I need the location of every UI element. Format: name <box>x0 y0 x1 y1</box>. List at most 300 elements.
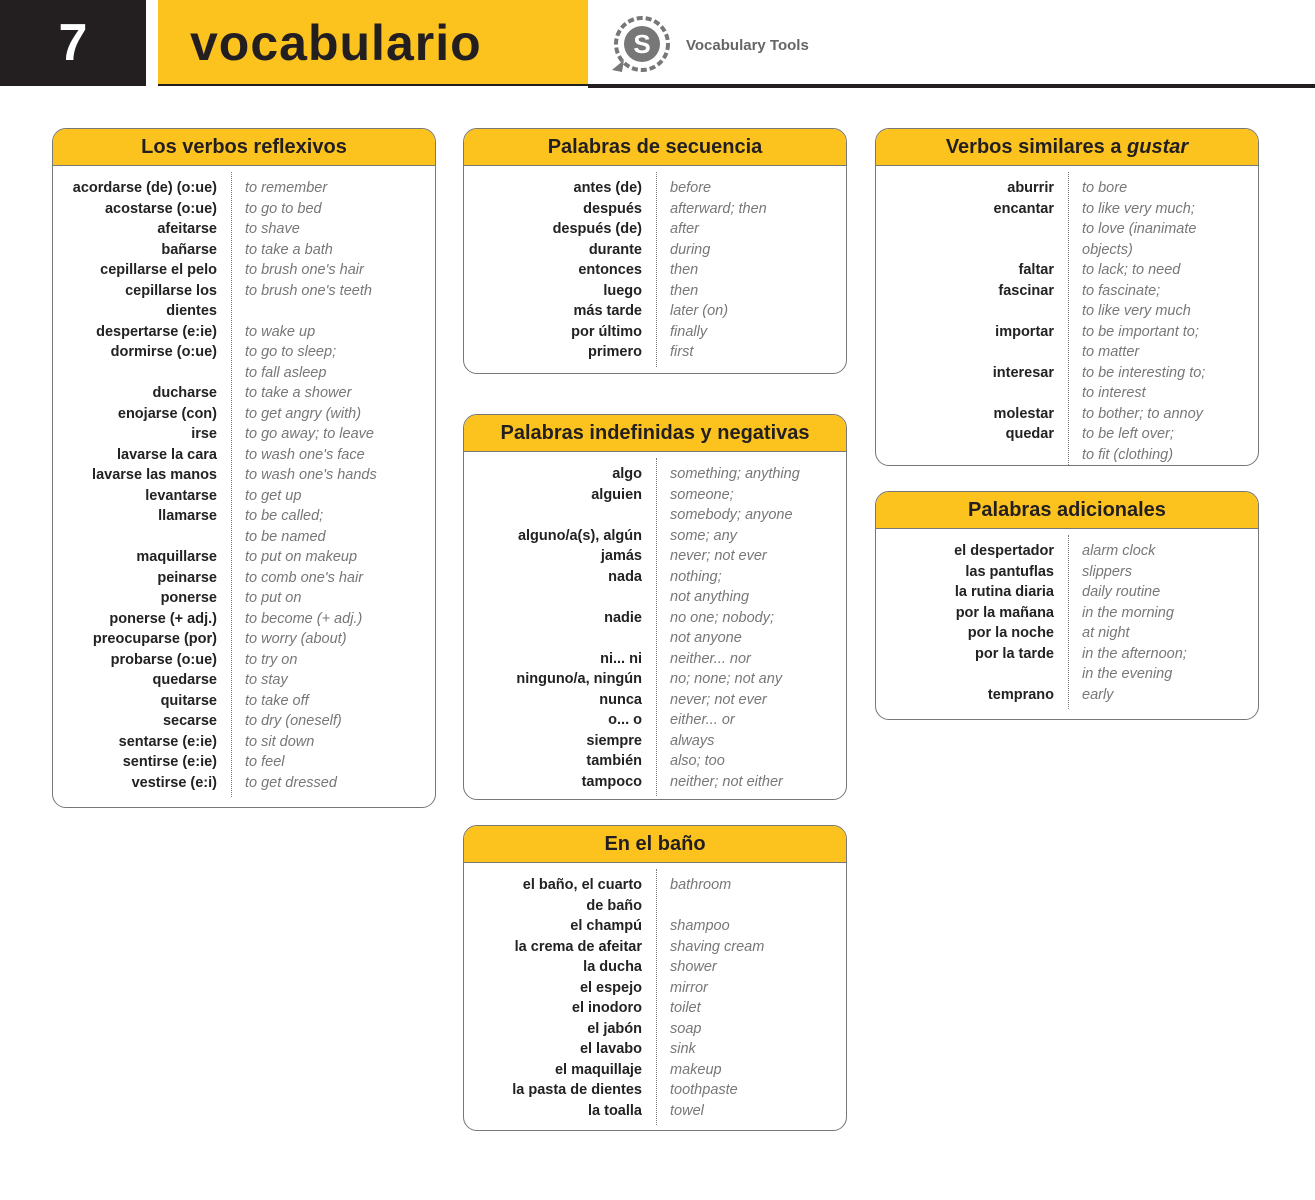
spanish-term <box>53 219 231 240</box>
english-translation-line: slippers <box>1082 563 1132 580</box>
spanish-term-line: después <box>583 200 642 217</box>
english-translation-line: also; too <box>670 753 725 769</box>
english-translation-line: to shave <box>245 221 300 237</box>
english-translation-line: not anything <box>670 589 750 605</box>
english-translation <box>1068 199 1258 261</box>
english-translation-line: at night <box>1082 625 1130 641</box>
english-translation-line: never; not ever <box>670 548 767 564</box>
english-translation-line: to interest <box>1082 385 1146 401</box>
spanish-term-line: temprano <box>987 686 1054 703</box>
english-translation-line: to be interesting to; <box>1082 364 1206 381</box>
english-translation <box>231 629 435 650</box>
box-title <box>876 129 1258 166</box>
english-translation-line: to wake up <box>245 323 316 340</box>
vocab-row <box>53 506 435 547</box>
spanish-term-line: vestirse (e:i) <box>131 774 217 791</box>
spanish-term-line: el lavabo <box>579 1041 642 1057</box>
s-badge-icon[interactable] <box>608 14 674 78</box>
spanish-term <box>464 1039 656 1060</box>
english-translation <box>231 240 435 261</box>
vocab-row <box>464 281 846 302</box>
spanish-term <box>464 1080 656 1101</box>
box-en-el-bano <box>463 825 847 1131</box>
english-translation <box>231 486 435 507</box>
english-translation <box>656 608 846 649</box>
english-translation-line: somebody; anyone <box>670 507 793 523</box>
spanish-term-line: faltar <box>1018 262 1054 278</box>
spanish-term-line: el espejo <box>579 979 642 996</box>
english-translation-line: in the morning <box>1082 604 1174 621</box>
vocab-row <box>53 588 435 609</box>
english-translation-line: after <box>670 221 700 237</box>
english-translation <box>231 568 435 589</box>
vocab-row <box>53 486 435 507</box>
english-translation <box>1068 685 1258 706</box>
english-translation <box>656 731 846 752</box>
spanish-term <box>464 485 656 526</box>
spanish-term <box>876 603 1068 624</box>
vocab-row <box>464 1019 846 1040</box>
vocab-row <box>53 219 435 240</box>
vocab-row <box>464 608 846 649</box>
spanish-term-line: el despertador <box>954 543 1054 559</box>
vocab-row <box>464 1060 846 1081</box>
vocab-row <box>876 424 1258 465</box>
spanish-term-line: acostarse (o:ue) <box>104 200 217 217</box>
english-translation <box>231 199 435 220</box>
spanish-term-line: las pantuflas <box>965 563 1054 580</box>
english-translation <box>1068 363 1258 404</box>
spanish-term-line: la ducha <box>583 959 642 975</box>
english-translation <box>231 506 435 547</box>
spanish-term <box>876 322 1068 363</box>
box-title: Palabras indefinidas y negativas <box>464 415 846 452</box>
english-translation-line: to take a bath <box>245 241 333 258</box>
english-translation <box>231 404 435 425</box>
spanish-term-line: ponerse <box>160 590 217 606</box>
spanish-term-line: tampoco <box>581 773 642 790</box>
vocab-row <box>53 240 435 261</box>
english-translation-line: either... or <box>670 712 735 728</box>
vocab-row <box>464 998 846 1019</box>
english-translation-line: shaving cream <box>670 938 765 955</box>
vocab-row <box>464 937 846 958</box>
vocab-row <box>876 322 1258 363</box>
spanish-term <box>876 260 1068 281</box>
spanish-term <box>53 240 231 261</box>
spanish-term-line: ninguno/a, ningún <box>516 671 642 687</box>
english-translation-line: to stay <box>245 672 288 688</box>
vocab-row <box>464 1039 846 1060</box>
spanish-term <box>53 342 231 383</box>
english-translation-line: objects) <box>1082 241 1133 258</box>
english-translation <box>1068 623 1258 644</box>
column-divider <box>656 172 657 367</box>
vocab-row <box>464 978 846 999</box>
column-divider <box>1068 535 1069 709</box>
english-translation-line: bathroom <box>670 877 732 893</box>
chapter-title: vocabulario <box>190 15 482 71</box>
vocab-row <box>464 731 846 752</box>
vocab-row <box>53 424 435 445</box>
english-translation-line: nothing; <box>670 568 722 585</box>
spanish-term-line: encantar <box>993 200 1054 217</box>
spanish-term <box>53 650 231 671</box>
english-translation <box>231 465 435 486</box>
spanish-term-line: dientes <box>166 303 217 319</box>
english-translation-line: to bother; to annoy <box>1082 405 1203 422</box>
english-translation <box>1068 562 1258 583</box>
spanish-term <box>53 609 231 630</box>
spanish-term-line: secarse <box>162 713 217 729</box>
english-translation <box>656 1019 846 1040</box>
english-translation <box>656 199 846 220</box>
english-translation-line: neither; not either <box>670 773 783 790</box>
spanish-term-line: enojarse (con) <box>117 405 217 422</box>
vocab-row <box>464 199 846 220</box>
english-translation <box>231 424 435 445</box>
spanish-term <box>53 752 231 773</box>
spanish-term <box>53 732 231 753</box>
english-translation <box>231 650 435 671</box>
spanish-term <box>876 424 1068 465</box>
english-translation <box>231 219 435 240</box>
spanish-term-line: antes (de) <box>573 180 642 196</box>
english-translation-line: to be left over; <box>1082 426 1174 442</box>
spanish-term-line: después (de) <box>552 221 642 237</box>
vocab-row <box>464 649 846 670</box>
spanish-term <box>876 363 1068 404</box>
spanish-term <box>53 670 231 691</box>
spanish-term <box>464 464 656 485</box>
spanish-term-line: maquillarse <box>136 549 217 565</box>
vocab-row <box>464 669 846 690</box>
spanish-term-line: luego <box>603 282 642 299</box>
english-translation <box>656 240 846 261</box>
spanish-term-line: o... o <box>608 712 642 728</box>
vocab-row <box>53 568 435 589</box>
english-translation <box>656 649 846 670</box>
spanish-term <box>464 937 656 958</box>
spanish-term <box>53 486 231 507</box>
vocab-row <box>53 711 435 732</box>
spanish-term-line: llamarse <box>158 508 217 524</box>
english-translation-line: to be named <box>245 528 326 545</box>
vocab-row <box>464 690 846 711</box>
vocab-row <box>53 199 435 220</box>
spanish-term-line: el inodoro <box>571 1000 642 1016</box>
english-translation <box>1068 644 1258 685</box>
english-translation <box>231 547 435 568</box>
spanish-term-line: despertarse (e:ie) <box>96 323 217 340</box>
spanish-term <box>53 322 231 343</box>
vocab-row <box>53 773 435 794</box>
english-translation <box>231 383 435 404</box>
english-translation-line: to go away; to leave <box>245 426 374 442</box>
english-translation-line: shampoo <box>670 918 730 934</box>
vocab-row <box>53 178 435 199</box>
vocab-row <box>464 322 846 343</box>
spanish-term-line: quitarse <box>160 692 217 709</box>
english-translation-line: then <box>670 262 699 278</box>
english-translation <box>656 567 846 608</box>
spanish-term <box>53 383 231 404</box>
spanish-term-line: lavarse la cara <box>117 446 217 463</box>
vocab-row <box>876 603 1258 624</box>
vocab-row <box>53 691 435 712</box>
spanish-term <box>876 541 1068 562</box>
english-translation-line: daily routine <box>1082 584 1161 600</box>
spanish-term-line: molestar <box>993 405 1054 422</box>
tools-label[interactable]: Vocabulary Tools <box>686 37 809 54</box>
vocab-row <box>876 623 1258 644</box>
english-translation-line: to get angry (with) <box>245 405 362 422</box>
english-translation-line: to brush one's teeth <box>245 282 372 299</box>
english-translation-line: to be important to; <box>1082 323 1199 340</box>
vocab-row <box>876 562 1258 583</box>
spanish-term-line: de baño <box>586 897 642 914</box>
spanish-term-line: ducharse <box>152 385 217 401</box>
spanish-term <box>464 546 656 567</box>
spanish-term <box>876 281 1068 322</box>
spanish-term-line: también <box>586 753 642 769</box>
vocab-row <box>876 178 1258 199</box>
spanish-term <box>464 526 656 547</box>
column-divider <box>656 458 657 796</box>
spanish-term-line: probarse (o:ue) <box>110 651 217 668</box>
english-translation-line: to get up <box>245 487 302 504</box>
english-translation <box>1068 541 1258 562</box>
english-translation-line: mirror <box>670 979 708 996</box>
english-translation <box>656 916 846 937</box>
english-translation-line: to take a shower <box>245 385 352 401</box>
english-translation-line: alarm clock <box>1082 543 1156 559</box>
english-translation-line: to put on makeup <box>245 549 358 565</box>
spanish-term <box>876 582 1068 603</box>
spanish-term <box>53 178 231 199</box>
vocab-row <box>464 567 846 608</box>
vocab-row <box>876 685 1258 706</box>
spanish-term-line: sentarse (e:ie) <box>118 733 217 750</box>
english-translation-line: to brush one's hair <box>245 262 364 278</box>
box-title: Palabras de secuencia <box>464 129 846 166</box>
vocab-row <box>464 875 846 916</box>
english-translation-line: to get dressed <box>245 774 337 791</box>
spanish-term-line: afeitarse <box>157 221 217 237</box>
column-divider <box>656 869 657 1125</box>
english-translation <box>231 322 435 343</box>
english-translation-line: to dry (oneself) <box>245 713 342 729</box>
english-translation-line: no; none; not any <box>670 671 783 687</box>
spanish-term <box>53 691 231 712</box>
english-translation <box>656 710 846 731</box>
spanish-term <box>464 567 656 608</box>
spanish-term-line: por la mañana <box>955 604 1054 621</box>
spanish-term <box>464 978 656 999</box>
spanish-term-line: interesar <box>992 364 1054 381</box>
english-translation <box>656 690 846 711</box>
spanish-term-line: aburrir <box>1007 180 1054 196</box>
spanish-term <box>53 568 231 589</box>
english-translation-line: to remember <box>245 180 328 196</box>
vocab-row <box>53 404 435 425</box>
spanish-term <box>53 773 231 794</box>
chapter-number: 7 <box>0 0 146 86</box>
english-translation <box>656 178 846 199</box>
vocab-row <box>53 609 435 630</box>
vocab-row <box>876 363 1258 404</box>
spanish-term-line: jamás <box>600 548 642 564</box>
vocab-row <box>464 464 846 485</box>
box-palabras-adicionales <box>875 491 1259 720</box>
english-translation <box>656 998 846 1019</box>
vocab-row <box>53 260 435 281</box>
spanish-term <box>876 685 1068 706</box>
spanish-term-line: el baño, el cuarto <box>522 877 642 893</box>
vocab-row <box>464 260 846 281</box>
english-translation-line: first <box>670 344 694 360</box>
english-translation <box>656 772 846 793</box>
english-translation <box>656 751 846 772</box>
spanish-term-line: entonces <box>578 262 642 278</box>
spanish-term <box>464 710 656 731</box>
english-translation-line: makeup <box>670 1061 722 1078</box>
english-translation-line: soap <box>670 1020 702 1037</box>
column-divider <box>231 172 232 797</box>
vocab-row <box>53 465 435 486</box>
vocab-row <box>464 178 846 199</box>
box-title-italic: gustar <box>1127 135 1189 158</box>
header-rule <box>588 84 1315 88</box>
english-translation <box>1068 178 1258 199</box>
vocab-row <box>53 281 435 322</box>
english-translation <box>656 669 846 690</box>
spanish-term-line: algo <box>612 466 642 482</box>
spanish-term <box>53 629 231 650</box>
spanish-term <box>464 751 656 772</box>
spanish-term <box>53 445 231 466</box>
english-translation <box>656 342 846 363</box>
spanish-term-line: nada <box>608 568 642 585</box>
spanish-term-line: la toalla <box>588 1102 642 1119</box>
english-translation <box>231 670 435 691</box>
vocab-row <box>464 240 846 261</box>
english-translation-line: to like very much; <box>1082 200 1195 217</box>
english-translation <box>656 322 846 343</box>
spanish-term <box>876 562 1068 583</box>
english-translation <box>231 260 435 281</box>
spanish-term <box>53 506 231 547</box>
spanish-term-line: sentirse (e:ie) <box>122 754 217 770</box>
spanish-term-line: nunca <box>599 691 642 708</box>
vocab-row <box>53 629 435 650</box>
english-translation <box>656 546 846 567</box>
english-translation <box>1068 281 1258 322</box>
box-verbos-gustar <box>875 128 1259 466</box>
vocab-row <box>876 199 1258 261</box>
spanish-term <box>464 301 656 322</box>
box-verbos-reflexivos <box>52 128 436 808</box>
vocab-row <box>464 916 846 937</box>
spanish-term <box>53 588 231 609</box>
english-translation <box>1068 603 1258 624</box>
english-translation <box>231 773 435 794</box>
english-translation-line: to fit (clothing) <box>1082 446 1174 463</box>
spanish-term-line: alguien <box>591 486 642 503</box>
spanish-term <box>464 731 656 752</box>
vocab-row <box>464 301 846 322</box>
spanish-term <box>53 547 231 568</box>
spanish-term <box>464 649 656 670</box>
box-title: En el baño <box>464 826 846 863</box>
spanish-term <box>876 404 1068 425</box>
spanish-term-line: preocuparse (por) <box>92 631 217 647</box>
spanish-term-line: irse <box>191 426 217 442</box>
english-translation-line: to take off <box>245 692 309 709</box>
english-translation-line: afterward; then <box>670 200 767 217</box>
spanish-term <box>464 998 656 1019</box>
english-translation-line: to bore <box>1082 180 1128 196</box>
english-translation-line: during <box>670 241 711 258</box>
spanish-term-line: por la noche <box>967 625 1054 641</box>
english-translation-line: to lack; to need <box>1082 262 1181 278</box>
english-translation <box>1068 322 1258 363</box>
spanish-term <box>464 1019 656 1040</box>
english-translation <box>231 711 435 732</box>
spanish-term <box>464 690 656 711</box>
english-translation <box>1068 582 1258 603</box>
english-translation-line: to wash one's hands <box>245 467 377 483</box>
english-translation <box>231 609 435 630</box>
english-translation-line: someone; <box>670 486 734 503</box>
english-translation <box>656 281 846 302</box>
spanish-term-line: acordarse (de) (o:ue) <box>72 180 217 196</box>
spanish-term <box>464 199 656 220</box>
box-palabras-secuencia <box>463 128 847 374</box>
spanish-term <box>876 199 1068 261</box>
chapter-title-banner <box>158 0 588 86</box>
english-translation <box>656 978 846 999</box>
spanish-term <box>53 424 231 445</box>
box-title-text: Verbos similares a <box>945 135 1122 158</box>
spanish-term-line: nadie <box>604 609 642 626</box>
english-translation-line: neither... nor <box>670 650 751 667</box>
english-translation <box>656 219 846 240</box>
english-translation <box>656 260 846 281</box>
english-translation-line: to feel <box>245 754 285 770</box>
english-translation-line: in the afternoon; <box>1082 645 1187 662</box>
english-translation <box>1068 260 1258 281</box>
english-translation-line: some; any <box>670 527 737 544</box>
spanish-term-line: importar <box>995 323 1054 340</box>
spanish-term-line: lavarse las manos <box>92 467 217 483</box>
english-translation <box>656 875 846 916</box>
english-translation-line: finally <box>670 323 708 340</box>
english-translation-line: to become (+ adj.) <box>245 610 363 627</box>
english-translation-line: in the evening <box>1082 666 1173 682</box>
english-translation-line: to comb one's hair <box>245 569 364 586</box>
spanish-term <box>464 1060 656 1081</box>
vocab-row <box>464 546 846 567</box>
vocab-row <box>464 1101 846 1122</box>
spanish-term-line: quedar <box>1005 426 1054 442</box>
vocab-row <box>53 650 435 671</box>
english-translation-line: to be called; <box>245 508 324 524</box>
spanish-term <box>53 404 231 425</box>
english-translation-line: to go to bed <box>245 200 322 217</box>
vocab-row <box>53 752 435 773</box>
english-translation-line: towel <box>670 1102 704 1119</box>
